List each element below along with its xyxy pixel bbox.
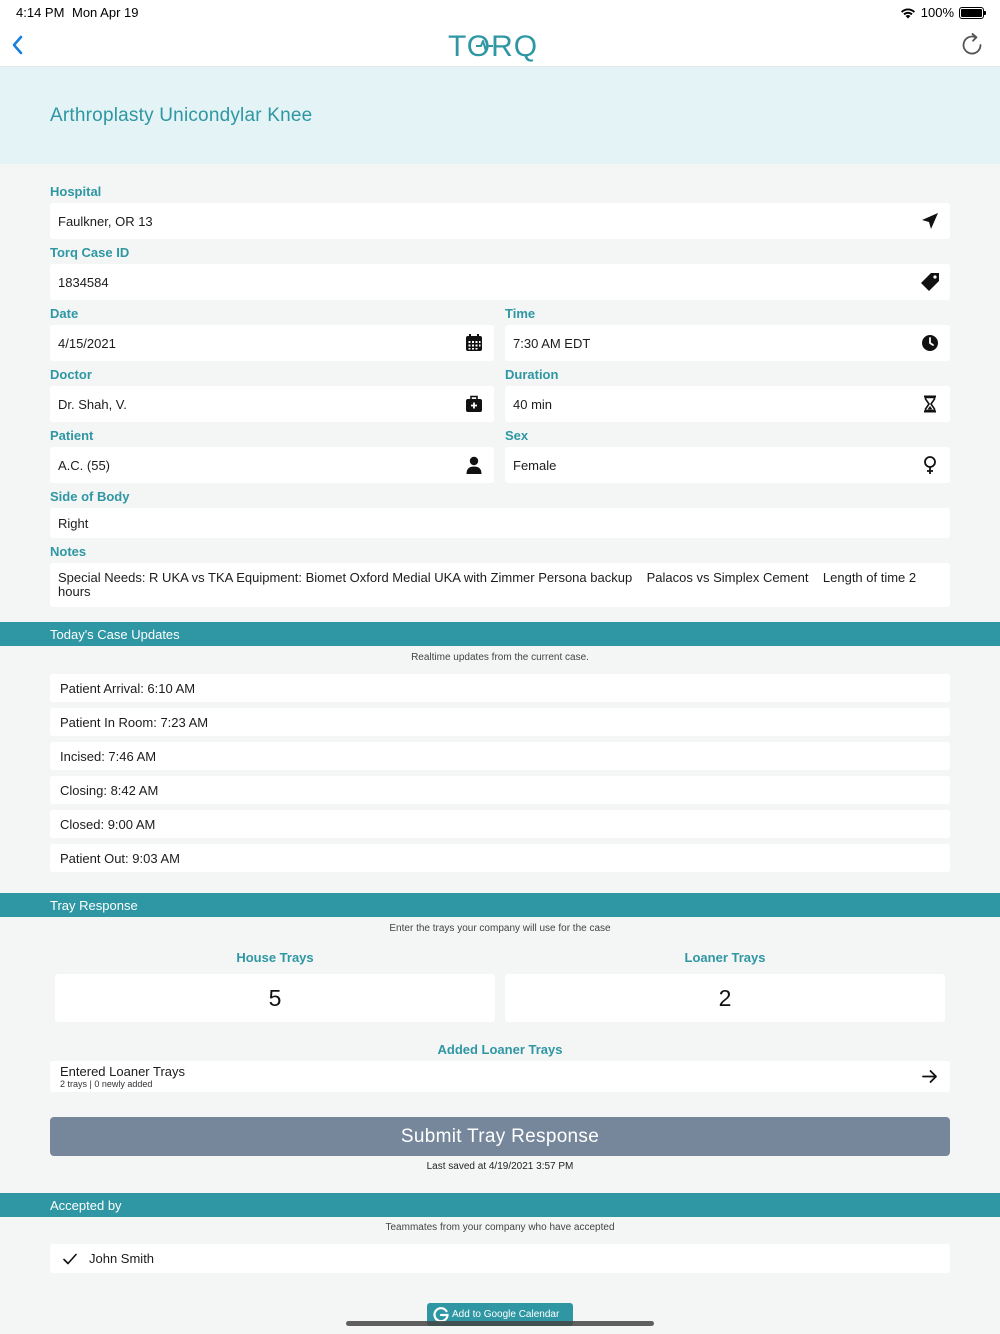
tag-icon [920, 272, 940, 292]
side-field [50, 508, 950, 538]
torq-logo [448, 28, 552, 62]
house-trays-input[interactable]: 5 [55, 974, 495, 1022]
update-text: Patient Arrival: 6:10 AM [60, 680, 196, 696]
nav-bar [0, 24, 1000, 67]
update-text: Incised: 7:46 AM [60, 748, 157, 764]
patient-field [50, 447, 494, 483]
list-item [50, 708, 950, 736]
status-date: Mon Apr 19 [72, 5, 139, 20]
tray-response-header [0, 893, 1000, 917]
location-arrow-icon[interactable] [920, 211, 940, 231]
notes-field [50, 563, 950, 607]
accepted-person-name: John Smith [89, 1251, 155, 1266]
list-item [50, 742, 950, 770]
update-text: Patient In Room: 7:23 AM [60, 714, 209, 730]
accepted-by-subtitle: Teammates from your company who have accepted [385, 1222, 615, 1233]
tray-response-title: Tray Response [50, 897, 138, 913]
doctor-value: Dr. Shah, V. [58, 396, 127, 412]
refresh-icon[interactable] [958, 31, 986, 59]
notes-value: Special Needs: R UKA vs TKA Equipment: Biomet Oxford Medial UKA with Zimmer Persona backup Palacos vs Simplex Cement Length of time 2 hours [58, 570, 920, 599]
checkmark-icon [62, 1251, 78, 1267]
svg-text:TORQ: TORQ [448, 30, 539, 62]
notes-label: Notes [50, 544, 87, 559]
list-item [50, 1244, 950, 1273]
case-title: Arthroplasty Unicondylar Knee [50, 105, 313, 126]
side-value: Right [58, 515, 89, 531]
update-text: Closing: 8:42 AM [60, 782, 159, 798]
case-updates-header [0, 622, 1000, 646]
list-item [50, 674, 950, 702]
entered-loaner-trays-title: Entered Loaner Trays [60, 1064, 186, 1079]
clock-icon [920, 333, 940, 353]
doctor-label: Doctor [50, 367, 92, 382]
entered-loaner-trays-summary: 2 trays | 0 newly added [60, 1079, 153, 1089]
date-field[interactable] [50, 325, 494, 361]
status-time: 4:14 PM [16, 5, 65, 20]
case-id-field [50, 264, 950, 300]
list-item [50, 810, 950, 838]
update-text: Patient Out: 9:03 AM [60, 850, 180, 866]
added-loaner-trays-label: Added Loaner Trays [437, 1042, 563, 1057]
date-label: Date [50, 306, 79, 321]
date-value: 4/15/2021 [58, 335, 116, 351]
home-indicator[interactable] [346, 1321, 654, 1326]
status-right [900, 5, 984, 20]
calendar-icon [464, 333, 484, 353]
sex-label: Sex [505, 428, 529, 443]
wifi-icon [900, 7, 916, 19]
case-updates-subtitle: Realtime updates from the current case. [411, 652, 589, 663]
hourglass-icon [920, 394, 940, 414]
case-updates-title: Today's Case Updates [50, 626, 180, 642]
back-chevron-icon[interactable] [6, 32, 32, 58]
case-header [0, 67, 1000, 164]
patient-value: A.C. (55) [58, 457, 111, 473]
hospital-field[interactable] [50, 203, 950, 239]
last-saved-text: Last saved at 4/19/2021 3:57 PM [426, 1161, 574, 1172]
battery-percent: 100% [920, 5, 954, 20]
hospital-label: Hospital [50, 184, 102, 199]
case-id-value: 1834584 [58, 274, 109, 290]
time-field[interactable] [505, 325, 950, 361]
tray-response-subtitle: Enter the trays your company will use for the case [389, 923, 611, 934]
duration-value: 40 min [513, 396, 553, 412]
person-icon [464, 455, 484, 475]
arrow-right-icon [921, 1068, 938, 1085]
list-item [50, 776, 950, 804]
add-to-google-calendar-label: Add to Google Calendar [452, 1309, 560, 1320]
list-item [50, 844, 950, 872]
entered-loaner-trays-row[interactable] [50, 1061, 950, 1092]
hospital-value: Faulkner, OR 13 [58, 213, 153, 229]
sex-field [505, 447, 950, 483]
update-text: Closed: 9:00 AM [60, 816, 156, 832]
case-id-label: Torq Case ID [50, 245, 130, 260]
battery-icon [959, 7, 984, 19]
house-trays-label: House Trays [236, 950, 314, 965]
female-symbol-icon [920, 455, 940, 475]
time-label: Time [505, 306, 536, 321]
duration-field [505, 386, 950, 422]
submit-tray-response-button[interactable]: Submit Tray Response [50, 1117, 950, 1156]
doctor-field [50, 386, 494, 422]
accepted-by-title: Accepted by [50, 1197, 122, 1213]
time-value: 7:30 AM EDT [513, 335, 591, 351]
accepted-by-header [0, 1193, 1000, 1217]
duration-label: Duration [505, 367, 559, 382]
patient-label: Patient [50, 428, 94, 443]
loaner-trays-input[interactable]: 2 [505, 974, 945, 1022]
side-label: Side of Body [50, 489, 130, 504]
sex-value: Female [513, 457, 557, 473]
loaner-trays-label: Loaner Trays [684, 950, 766, 965]
medical-bag-icon [464, 394, 484, 414]
status-bar [0, 0, 1000, 24]
